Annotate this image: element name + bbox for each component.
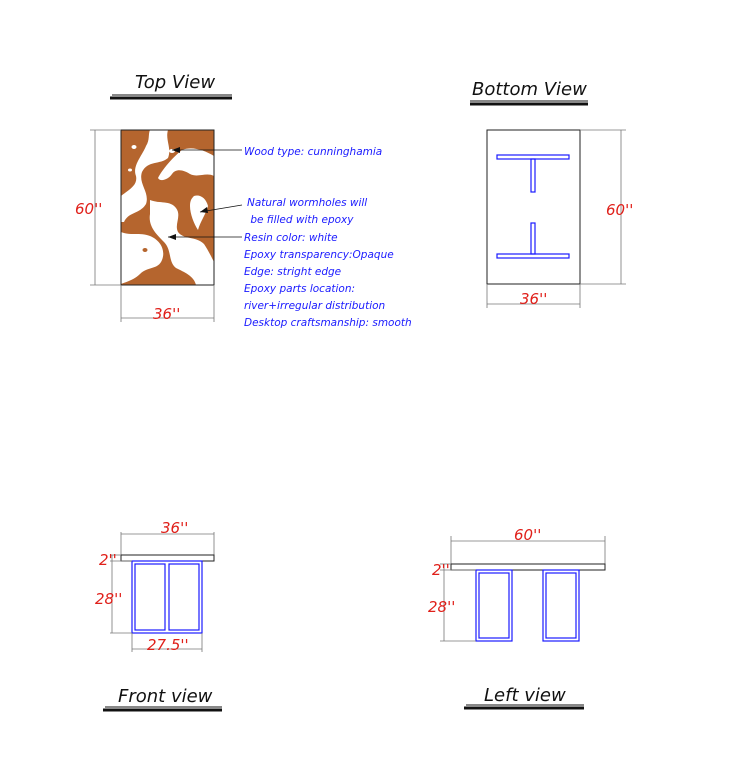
top-view xyxy=(75,72,412,329)
front-dim-leg-label: 28'' xyxy=(95,590,123,608)
left-leg-2-inner xyxy=(546,573,576,638)
note-wormholes-2: be filled with epoxy xyxy=(247,214,354,226)
wood-island-1 xyxy=(143,248,148,252)
left-dim-top-label: 2'' xyxy=(432,561,450,579)
left-leg-2-outer xyxy=(543,570,579,641)
front-dim-top-label: 2'' xyxy=(99,551,117,569)
left-view xyxy=(428,526,605,708)
note-distribution: river+irregular distribution xyxy=(244,300,386,312)
left-dim-leg-label: 28'' xyxy=(428,598,456,616)
note-wormholes-1: Natural wormholes will xyxy=(247,197,368,209)
top-dim-height-label: 60'' xyxy=(75,200,103,218)
left-view-title: Left view xyxy=(484,685,566,706)
bottom-view xyxy=(470,79,633,308)
left-dim-width-label: 60'' xyxy=(514,526,542,544)
top-dim-width-label: 36'' xyxy=(153,305,181,323)
top-view-title: Top View xyxy=(135,72,216,93)
bottom-dim-width-label: 36'' xyxy=(520,290,548,308)
note-epoxy-location: Epoxy parts location: xyxy=(244,283,356,295)
wormhole-dot-2 xyxy=(132,145,137,149)
wormhole-dot-3 xyxy=(128,169,132,172)
front-dim-width-label: 36'' xyxy=(161,519,189,537)
note-transparency: Epoxy transparency:Opaque xyxy=(244,249,394,261)
front-view-title: Front view xyxy=(118,686,213,707)
note-wood-type: Wood type: cunninghamia xyxy=(244,146,383,158)
bottom-dim-height-label: 60'' xyxy=(606,201,634,219)
front-leg-frame-outer xyxy=(132,561,202,633)
left-tabletop xyxy=(451,564,605,570)
bottom-view-title: Bottom View xyxy=(472,79,587,100)
note-craftsmanship: Desktop craftsmanship: smooth xyxy=(244,317,412,329)
annotation-notes xyxy=(244,146,412,329)
tabletop-top-view xyxy=(121,130,214,285)
left-leg-1-inner xyxy=(479,573,509,638)
note-resin-color: Resin color: white xyxy=(244,232,338,244)
note-edge: Edge: stright edge xyxy=(244,266,342,278)
front-tabletop xyxy=(121,555,214,561)
left-leg-1-outer xyxy=(476,570,512,641)
front-dim-base-label: 27.5'' xyxy=(147,636,189,654)
front-view xyxy=(95,519,222,710)
tabletop-underside xyxy=(487,130,580,284)
